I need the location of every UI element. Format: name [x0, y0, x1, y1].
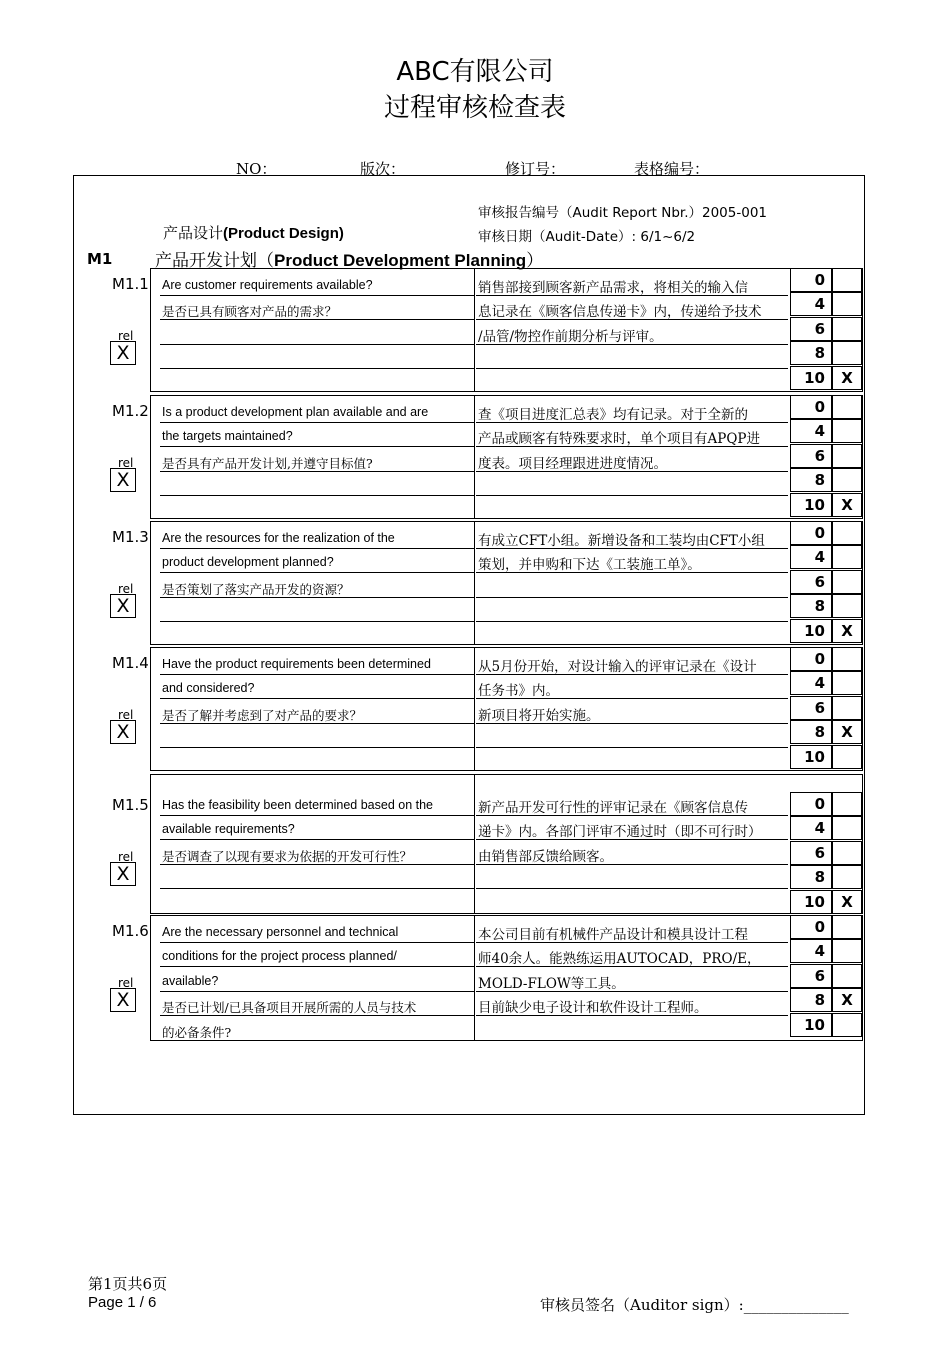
question-id: M1.4 — [112, 654, 149, 672]
row-rule — [160, 446, 474, 447]
score-mark[interactable] — [832, 1013, 862, 1037]
rel-label: rel — [118, 708, 134, 722]
finding-text-line: 查《项目进度汇总表》均有记录。对于全新的 — [478, 407, 748, 423]
finding-text-line: 新项目将开始实施。 — [478, 707, 600, 724]
score-option[interactable]: 10 — [790, 493, 832, 517]
row-rule — [160, 747, 474, 748]
rel-checkbox[interactable]: X — [110, 468, 136, 492]
score-mark[interactable] — [832, 865, 862, 889]
row-rule — [160, 1015, 474, 1016]
score-mark[interactable] — [832, 594, 862, 618]
score-option[interactable]: 0 — [790, 521, 832, 545]
form-number-label: 表格编号： — [634, 160, 710, 178]
score-mark[interactable]: X — [832, 366, 862, 390]
score-option[interactable]: 0 — [790, 268, 832, 292]
row-rule — [160, 597, 474, 598]
document-title: 过程审核检查表 — [383, 93, 566, 123]
row-rule — [476, 888, 788, 889]
question-text-line: the targets maintained? — [162, 429, 293, 444]
row-rule — [476, 471, 788, 472]
question-text-line: conditions for the project process planned/ — [162, 949, 397, 964]
score-mark[interactable] — [832, 468, 862, 492]
row-rule — [160, 698, 474, 699]
revision-field-label: 修订号： — [505, 160, 566, 178]
question-id: M1.6 — [112, 922, 149, 940]
score-option[interactable]: 6 — [790, 570, 832, 594]
score-mark[interactable] — [832, 395, 862, 419]
rel-checkbox[interactable]: X — [110, 862, 136, 886]
row-rule — [476, 597, 788, 598]
rel-checkbox[interactable]: X — [110, 341, 136, 365]
column-divider — [474, 395, 475, 519]
score-option[interactable]: 6 — [790, 841, 832, 865]
rel-checkbox[interactable]: X — [110, 720, 136, 744]
product-design-heading: 产品设计(Product Design) — [163, 224, 344, 242]
page-number: Page 1 / 6 — [88, 1294, 157, 1311]
audit-date: 审核日期（Audit-Date）: 6/1~6/2 — [478, 229, 696, 245]
score-mark[interactable] — [832, 341, 862, 365]
score-option[interactable]: 4 — [790, 292, 832, 316]
score-mark[interactable] — [832, 444, 862, 468]
score-mark[interactable] — [832, 816, 862, 840]
rel-label: rel — [118, 456, 134, 470]
row-rule — [476, 344, 788, 345]
question-id: M1.2 — [112, 402, 149, 420]
column-divider — [474, 647, 475, 771]
question-id: M1.1 — [112, 275, 149, 293]
finding-text-line: 策划，并申购和下达《工装施工单》。 — [478, 557, 701, 574]
question-text-line: Are the necessary personnel and technical — [162, 925, 399, 939]
question-text-line: Is a product development plan available and are — [162, 405, 429, 419]
finding-text-line: 度表。项目经理跟进进度情况。 — [478, 455, 667, 472]
row-rule — [160, 368, 474, 369]
row-rule — [160, 723, 474, 724]
row-rule — [160, 319, 474, 320]
question-id: M1.3 — [112, 528, 149, 546]
row-rule — [160, 471, 474, 472]
column-divider — [474, 774, 475, 914]
score-mark[interactable] — [832, 792, 862, 816]
rel-label: rel — [118, 976, 134, 990]
finding-text-line: 新产品开发可行性的评审记录在《顾客信息传 — [478, 800, 748, 816]
score-option[interactable]: 4 — [790, 545, 832, 569]
row-rule — [476, 942, 788, 943]
score-option[interactable]: 0 — [790, 395, 832, 419]
rel-label: rel — [118, 329, 134, 343]
score-option[interactable]: 6 — [790, 317, 832, 341]
rel-label: rel — [118, 850, 134, 864]
score-option[interactable]: 0 — [790, 915, 832, 939]
question-text-line: 是否策划了落实产品开发的资源？ — [162, 581, 350, 597]
row-rule — [476, 991, 788, 992]
score-mark[interactable] — [832, 647, 862, 671]
row-rule — [476, 319, 788, 320]
question-text-line: 是否调查了以现有要求为依据的开发可行性？ — [162, 848, 413, 864]
score-option[interactable]: 10 — [790, 619, 832, 643]
row-rule — [476, 1015, 788, 1016]
row-rule — [160, 674, 474, 675]
row-rule — [476, 621, 788, 622]
row-rule — [476, 495, 788, 496]
section-code: M1 — [87, 250, 113, 268]
finding-text-line: 由销售部反馈给顾客。 — [478, 848, 613, 865]
score-option[interactable]: 10 — [790, 366, 832, 390]
score-option[interactable]: 4 — [790, 816, 832, 840]
finding-text-line: 产品或顾客有特殊要求时，单个项目有APQP进 — [478, 431, 760, 448]
score-option[interactable]: 10 — [790, 890, 832, 914]
row-rule — [160, 422, 474, 423]
score-option[interactable]: 8 — [790, 865, 832, 889]
score-mark[interactable] — [832, 939, 862, 963]
finding-text-line: 目前缺少电子设计和软件设计工程师。 — [478, 1000, 708, 1017]
question-text-line: Have the product requirements been determined — [162, 657, 431, 671]
score-option[interactable]: 0 — [790, 792, 832, 816]
question-text-line: product development planned? — [162, 555, 334, 570]
score-option[interactable]: 8 — [790, 341, 832, 365]
question-text-line: Are the resources for the realization of the — [162, 531, 395, 545]
score-mark[interactable] — [832, 521, 862, 545]
question-text-line: Has the feasibility been determined based on the — [162, 798, 434, 812]
finding-text-line: 任务书》内。 — [478, 683, 559, 700]
question-text-line: 的必备条件? — [162, 1024, 232, 1040]
question-text-line: available requirements? — [162, 822, 295, 837]
question-text-line: Are customer requirements available? — [162, 278, 373, 292]
score-option[interactable]: 10 — [790, 745, 832, 769]
score-option[interactable]: 8 — [790, 468, 832, 492]
version-field-label: 版次： — [360, 160, 406, 178]
row-rule — [160, 495, 474, 496]
row-rule — [476, 446, 788, 447]
score-option[interactable]: 6 — [790, 696, 832, 720]
row-rule — [160, 815, 474, 816]
score-mark[interactable] — [832, 841, 862, 865]
page-count-cn: 第1页共6页 — [88, 1275, 168, 1293]
score-mark[interactable] — [832, 268, 862, 292]
score-mark[interactable] — [832, 570, 862, 594]
score-option[interactable]: 4 — [790, 671, 832, 695]
score-option[interactable]: 4 — [790, 939, 832, 963]
finding-text-line: 递卡》内。各部门评审不通过时（即不可行时） — [478, 824, 762, 841]
row-rule — [160, 942, 474, 943]
score-mark[interactable]: X — [832, 493, 862, 517]
row-rule — [476, 698, 788, 699]
question-text-line: 是否了解并考虑到了对产品的要求？ — [162, 707, 363, 723]
finding-text-line: 从5月份开始，对设计输入的评审记录在《设计 — [478, 659, 757, 675]
score-option[interactable]: 8 — [790, 594, 832, 618]
score-mark[interactable]: X — [832, 890, 862, 914]
score-mark[interactable]: X — [832, 619, 862, 643]
question-text-line: 是否已计划/已具备项目开展所需的人员与技术 — [162, 1000, 417, 1016]
score-mark[interactable] — [832, 292, 862, 316]
column-divider — [474, 521, 475, 645]
score-option[interactable]: 4 — [790, 419, 832, 443]
section-title: 产品开发计划（Product Development Planning） — [155, 251, 544, 271]
row-rule — [476, 295, 788, 296]
rel-checkbox[interactable]: X — [110, 594, 136, 618]
finding-text-line: 本公司目前有机械件产品设计和模具设计工程 — [478, 927, 748, 943]
row-rule — [160, 621, 474, 622]
score-mark[interactable]: X — [832, 988, 862, 1012]
score-mark[interactable]: X — [832, 720, 862, 744]
row-rule — [476, 723, 788, 724]
score-mark[interactable] — [832, 964, 862, 988]
row-rule — [160, 295, 474, 296]
row-rule — [160, 1040, 474, 1041]
column-divider — [474, 915, 475, 1041]
row-rule — [160, 888, 474, 889]
finding-text-line: MOLD-FLOW等工具。 — [478, 975, 625, 992]
finding-text-line: 息记录在《顾客信息传递卡》内，传递给予技术 — [478, 304, 762, 321]
score-option[interactable]: 8 — [790, 988, 832, 1012]
row-rule — [476, 966, 788, 967]
score-mark[interactable] — [832, 745, 862, 769]
rel-label: rel — [118, 582, 134, 596]
score-mark[interactable] — [832, 671, 862, 695]
score-mark[interactable] — [832, 545, 862, 569]
score-option[interactable]: 6 — [790, 964, 832, 988]
question-text-line: 是否具有产品开发计划,并遵守目标值? — [162, 455, 373, 471]
row-rule — [160, 548, 474, 549]
question-text-line: and considered? — [162, 681, 255, 696]
rel-checkbox[interactable]: X — [110, 988, 136, 1012]
score-option[interactable]: 6 — [790, 444, 832, 468]
company-title: ABC有限公司 — [396, 57, 554, 87]
row-rule — [160, 839, 474, 840]
auditor-signature: 审核员签名（Auditor sign）:______________ — [540, 1296, 849, 1314]
finding-text-line: 销售部接到顾客新产品需求，将相关的输入信 — [478, 280, 748, 296]
row-rule — [476, 864, 788, 865]
row-rule — [476, 839, 788, 840]
score-mark[interactable] — [832, 419, 862, 443]
question-id: M1.5 — [112, 796, 149, 814]
score-option[interactable]: 10 — [790, 1013, 832, 1037]
finding-text-line: 有成立CFT小组。新增设备和工装均由CFT小组 — [478, 533, 765, 549]
no-field-label: NO： — [236, 160, 277, 178]
finding-text-line: /品管/物控作前期分析与评审。 — [478, 328, 663, 345]
score-option[interactable]: 0 — [790, 647, 832, 671]
score-mark[interactable] — [832, 915, 862, 939]
row-rule — [160, 864, 474, 865]
audit-report-number: 审核报告编号（Audit Report Nbr.）2005-001 — [478, 205, 768, 221]
row-rule — [160, 572, 474, 573]
finding-text-line: 师40余人。能熟练运用AUTOCAD，PRO/E， — [478, 951, 761, 968]
row-rule — [160, 344, 474, 345]
question-text-line: available? — [162, 973, 219, 988]
row-rule — [160, 991, 474, 992]
row-rule — [476, 422, 788, 423]
row-rule — [476, 747, 788, 748]
score-mark[interactable] — [832, 696, 862, 720]
question-text-line: 是否已具有顾客对产品的需求？ — [162, 304, 338, 320]
row-rule — [476, 368, 788, 369]
row-rule — [476, 815, 788, 816]
row-rule — [476, 548, 788, 549]
row-rule — [476, 572, 788, 573]
score-option[interactable]: 8 — [790, 720, 832, 744]
row-rule — [476, 674, 788, 675]
score-mark[interactable] — [832, 317, 862, 341]
row-rule — [160, 966, 474, 967]
column-divider — [474, 268, 475, 392]
